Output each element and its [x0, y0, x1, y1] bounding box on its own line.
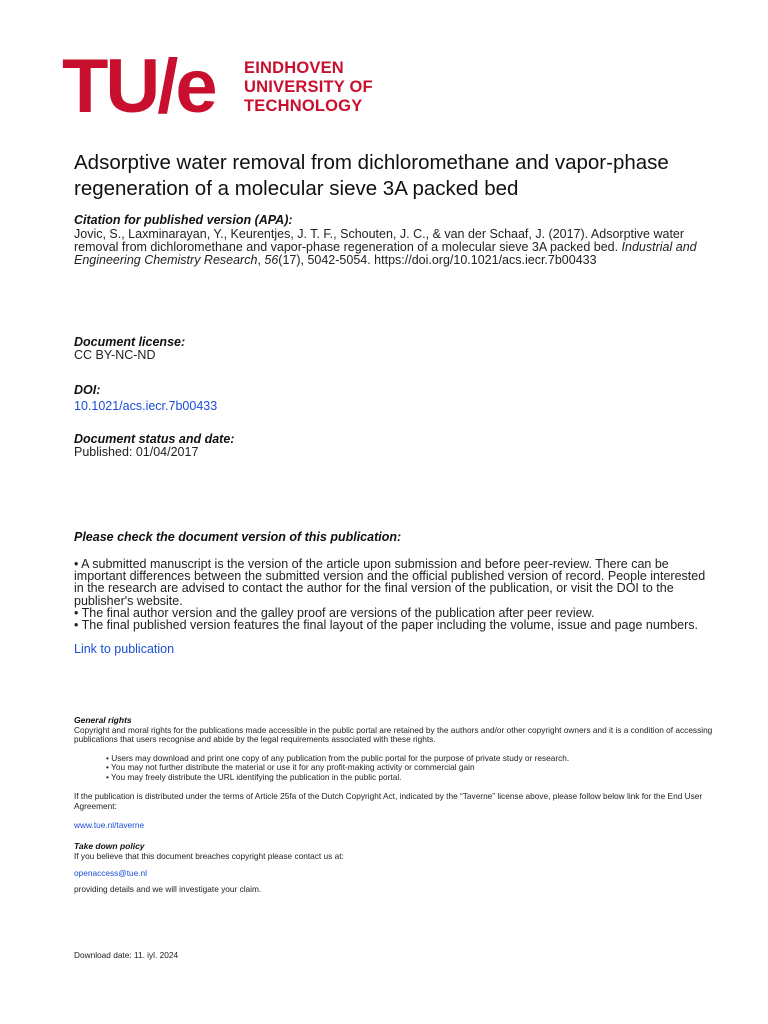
version-bullets [74, 558, 714, 631]
doi-section [74, 383, 714, 415]
citation-section [74, 213, 714, 267]
tue-logo-mark: TU/e [62, 44, 215, 129]
doi-label: DOI: [74, 383, 101, 397]
rights-item-download: • Users may download and print one copy of any publication from the public portal for the purpose of private study or research. [106, 752, 570, 763]
general-rights-label: General rights [74, 715, 132, 725]
download-date: Download date: 11. iyl. 2024 [74, 950, 179, 960]
general-rights-text: Copyright and moral rights for the publications made accessible in the public portal are retained by the authors and/or other copyright owners and it is a condition of accessing publications that users recognise and abide by the legal requirements associated with these rights. [74, 724, 713, 744]
university-name-line-2: UNIVERSITY OF [244, 78, 373, 96]
openaccess-email-link[interactable]: openaccess@tue.nl [74, 868, 147, 878]
takedown-text: If you believe that this document breaches copyright please contact us at: [74, 850, 344, 861]
citation-pages-doi: (17), 5042-5054. https://doi.org/10.1021/acs.iecr.7b00433 [278, 253, 597, 267]
taverne-text: If the publication is distributed under the terms of Article 25fa of the Dutch Copyright Act, indicated by the “Taverne” license above, please follow below link for the End User Agreement: [74, 791, 703, 811]
rights-list [106, 754, 724, 783]
license-value: CC BY-NC-ND [74, 348, 156, 362]
status-label: Document status and date: [74, 432, 235, 446]
version-bullet-author: • The final author version and the galley proof are versions of the publication after peer review. [74, 605, 595, 620]
license-label: Document license: [74, 335, 186, 349]
university-name-line-3: TECHNOLOGY [244, 97, 363, 115]
version-bullet-submitted: • A submitted manuscript is the version of the article upon submission and before peer-review. There can be important differences between the submitted version and the official published version of record. People interested in the research are advised to contact the author for the final version of the publication, or visit the DOI to the publisher's website. [74, 557, 706, 608]
takedown-section [74, 842, 724, 895]
university-name-line-1: EINDHOVEN [244, 59, 344, 77]
doi-link[interactable]: 10.1021/acs.iecr.7b00433 [74, 399, 218, 413]
version-bullet-published: • The final published version features the final layout of the paper including the volume, issue and page numbers. [74, 618, 698, 633]
general-rights-section [74, 716, 724, 830]
link-to-publication[interactable]: Link to publication [74, 642, 175, 657]
status-value: Published: 01/04/2017 [74, 445, 199, 459]
version-check-section [74, 530, 714, 656]
citation-volume: 56 [264, 253, 279, 267]
citation-authors-title: Jovic, S., Laxminarayan, Y., Keurentjes, J. T. F., Schouten, J. C., & van der Schaaf, J. (2017). Adsorptive water removal from dichloromethane and vapor-phase regeneration of a molecular sieve 3A packed bed. [74, 227, 685, 254]
status-section [74, 432, 714, 459]
citation-separator: , [257, 253, 265, 267]
takedown-after-text: providing details and we will investigate your claim. [74, 884, 262, 894]
citation-text [74, 228, 714, 267]
citation-label: Citation for published version (APA): [74, 213, 293, 227]
university-name [244, 59, 373, 116]
citation-journal: Industrial and Engineering Chemistry Research [74, 240, 697, 267]
license-section [74, 335, 714, 362]
document-title: Adsorptive water removal from dichloromethane and vapor-phase regeneration of a molecular sieve 3A packed bed [74, 151, 669, 200]
rights-item-url: • You may freely distribute the URL identifying the publication in the public portal. [106, 771, 402, 782]
rights-item-distribute: • You may not further distribute the material or use it for any profit-making activity or commercial gain [106, 762, 475, 772]
version-check-label: Please check the document version of this publication: [74, 530, 402, 544]
taverne-link[interactable]: www.tue.nl/taverne [74, 820, 145, 830]
takedown-label: Take down policy [74, 841, 145, 851]
